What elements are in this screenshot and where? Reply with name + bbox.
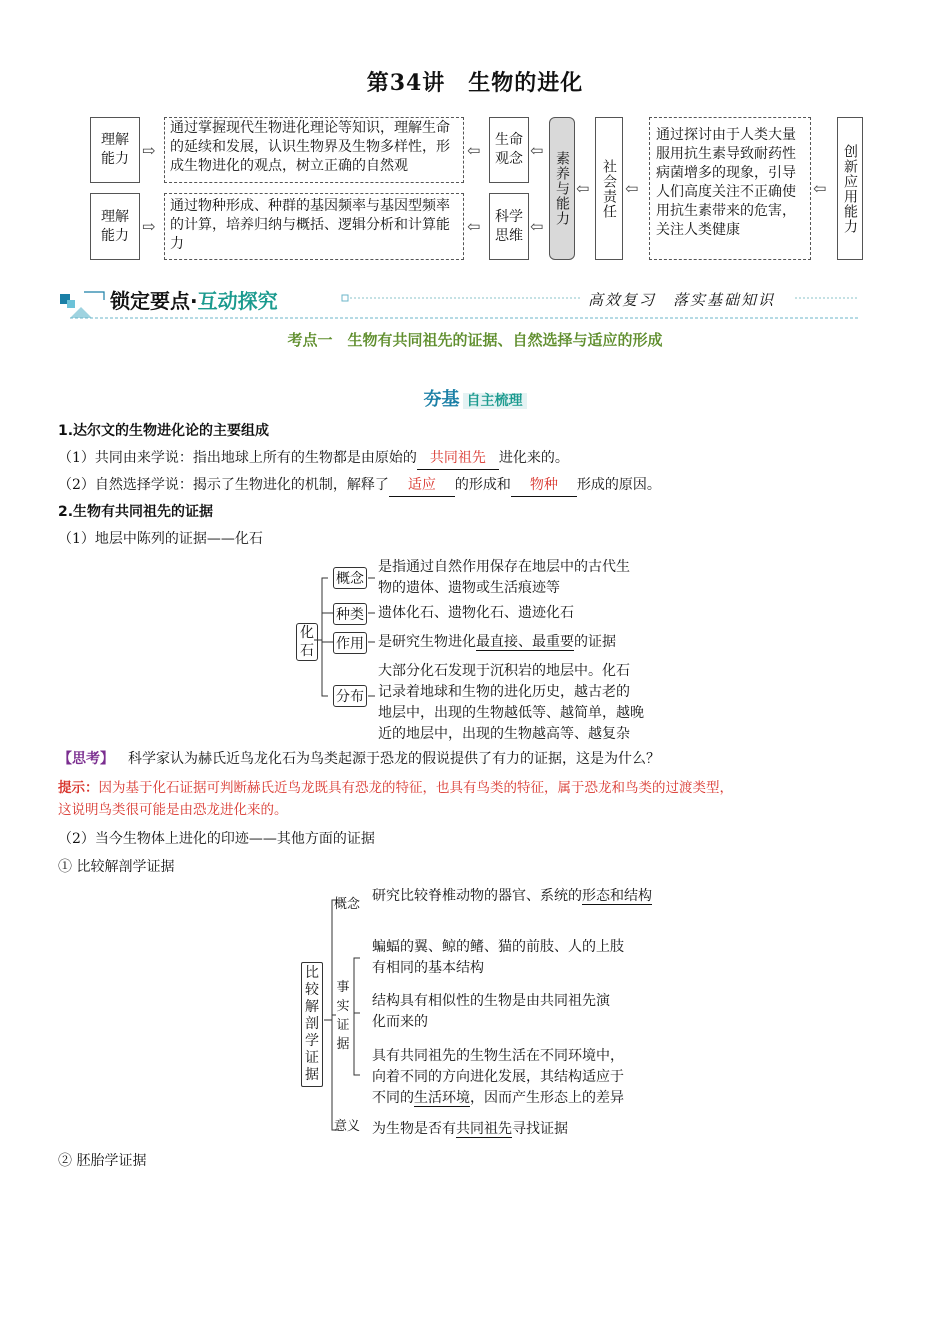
arrow-icon: ⇦ (576, 179, 590, 198)
anatomy-fact2-line2: 化而来的 (372, 1014, 428, 1030)
fossil-dist-line4: 近的地层中，出现的生物越高等、越复杂 (378, 726, 630, 742)
anatomy-meaning-post: 寻找证据 (512, 1121, 568, 1137)
fossil-role-post: 的证据 (574, 634, 616, 650)
anatomy-meaning-pre: 为生物是否有 (372, 1121, 456, 1137)
think-text: 科学家认为赫氏近鸟龙化石为鸟类起源于恐龙的假说提供了有力的证据，这是为什么？ (128, 751, 660, 767)
arrow-icon: ⇦ (530, 217, 544, 236)
page-title: 第34讲 生物的进化 (366, 70, 584, 96)
banner-title-a: 锁定要点· (110, 289, 198, 313)
section2-title: 2.生物有共同祖先的证据 (58, 504, 214, 520)
section2-item4: ② 胚胎学证据 (58, 1153, 147, 1169)
innovation-ability-label: 创新应用能力 (842, 143, 858, 234)
fossil-label-types: 种类 (333, 603, 367, 625)
s1-p2-after: 形成的原因。 (576, 477, 661, 493)
section2-item3: ① 比较解剖学证据 (58, 859, 175, 875)
row2-concept: 科学思维 (495, 208, 523, 244)
subheading-a: 夯基 (423, 389, 460, 410)
anatomy-fact3-line3 (372, 1088, 624, 1109)
anatomy-fact3-post: ，因而产生形态上的差异 (470, 1090, 624, 1106)
anatomy-fact1-line1: 蝙蝠的翼、鲸的鳍、猫的前肢、人的上肢 (372, 939, 624, 955)
row2-ability-label: 理解能力 (101, 208, 129, 244)
hint-line2: 这说明鸟类很可能是由恐龙进化来的。 (58, 802, 288, 818)
section2-item1: （1）地层中陈列的证据——化石 (58, 531, 263, 547)
fossil-dist-line3: 地层中，出现的生物越低等、越简单，越晚 (378, 705, 644, 721)
arrow-icon: ⇦ (530, 141, 544, 160)
row1-concept: 生命观念 (495, 132, 523, 167)
banner-title-b: 互动探究 (197, 289, 278, 313)
anatomy-fact3-line1: 具有共同祖先的生物生活在不同环境中， (372, 1048, 624, 1064)
anatomy-concept-pre: 研究比较脊椎动物的器官、系统的 (372, 888, 582, 904)
fossil-label-concept: 概念 (333, 567, 367, 589)
arrow-icon: ⇦ (467, 217, 481, 236)
anatomy-fact1-line2: 有相同的基本结构 (372, 960, 484, 976)
think-label: 【思考】 (58, 751, 114, 767)
row1-desc: 通过掌握现代生物进化理论等知识，理解生命的延续和发展，认识生物界及生物多样性，形成生物进化的观点，树立正确的自然观 (170, 120, 450, 174)
arrow-icon: ⇦ (813, 179, 827, 198)
section1-title: 1.达尔文的生物进化论的主要组成 (58, 423, 270, 439)
s1-p2-before: （2）自然选择学说：揭示了生物进化的机制，解释了 (58, 477, 389, 493)
anatomy-concept-underlined: 形态和结构 (582, 888, 652, 904)
fossil-dist-line1: 大部分化石发现于沉积岩的地层中。化石 (378, 663, 630, 679)
arrow-icon: ⇦ (467, 141, 481, 160)
hint-label: 提示： (58, 780, 99, 796)
row1-ability-label: 理解能力 (101, 132, 129, 167)
fossil-dist-line2: 记录着地球和生物的进化历史，越古老的 (378, 684, 630, 700)
anatomy-meaning-underlined: 共同祖先 (456, 1121, 512, 1137)
anatomy-fact3-underlined: 生活环境 (414, 1090, 470, 1106)
arrow-icon: ⇨ (142, 141, 156, 160)
s1-p2-mid: 的形成和 (454, 477, 511, 493)
social-responsibility-label: 社会责任 (601, 158, 617, 219)
subheading-b: 自主梳理 (463, 393, 527, 409)
arrow-icon: ⇦ (625, 179, 639, 198)
anatomy-fact2 (372, 991, 610, 1033)
anatomy-root-box (301, 962, 323, 1087)
hint-line1: 因为基于化石证据可判断赫氏近鸟龙既具有恐龙的特征，也具有鸟类的特征，属于恐龙和鸟类的过渡类型， (98, 780, 733, 796)
anatomy-fact3-pre: 不同的 (372, 1090, 414, 1106)
anatomy-label-meaning: 意义 (334, 1119, 361, 1134)
fossil-role-underlined: 最直接、最重要 (476, 634, 574, 650)
fossil-types-text: 遗体化石、遗物化石、遗迹化石 (378, 605, 574, 621)
blank-species: 物种 (511, 474, 577, 497)
arrow-icon: ⇨ (142, 217, 156, 236)
fossil-label-role: 作用 (333, 632, 367, 654)
right-desc: 通过探讨由于人类大量服用抗生素导致耐药性病菌增多的现象，引导人们高度关注不正确使用抗生素带来的危害，关注人类健康 (656, 127, 796, 238)
fossil-root-label: 化石 (300, 625, 314, 659)
anatomy-label-concept: 概念 (334, 897, 361, 912)
fossil-role-pre: 是研究生物进化 (378, 634, 476, 650)
anatomy-fact3-line2: 向着不同的方向进化发展，其结构适应于 (372, 1069, 624, 1085)
blank-adaptation: 适应 (389, 474, 455, 497)
fossil-concept-line1: 是指通过自然作用保存在地层中的古代生 (378, 559, 630, 575)
anatomy-fact2-line1: 结构具有相似性的生物是由共同祖先演 (372, 993, 610, 1009)
fossil-concept-line2: 物的遗体、遗物或生活痕迹等 (378, 580, 560, 596)
anatomy-concept-text (372, 886, 662, 907)
core-literacy-label: 素养与能力 (554, 151, 570, 226)
anatomy-fact3 (372, 1046, 624, 1109)
banner-subtitle: 高效复习 落实基础知识 (588, 291, 776, 309)
anatomy-meaning-text (372, 1119, 568, 1140)
section2-item2: （2）当今生物体上进化的印迹——其他方面的证据 (58, 831, 375, 847)
anatomy-label-facts: 事实证据 (336, 980, 350, 1052)
row2-desc: 通过物种形成、种群的基因频率与基因型频率的计算，培养归纳与概括、逻辑分析和计算能力 (170, 198, 450, 252)
anatomy-root-label: 比较解剖学证据 (305, 965, 319, 1083)
fossil-label-distribution: 分布 (333, 685, 367, 707)
s1-p1-after: 进化来的。 (498, 450, 569, 466)
s1-p1-before: （1）共同由来学说：指出地球上所有的生物都是由原始的 (58, 450, 417, 466)
exam-point-title: 考点一 生物有共同祖先的证据、自然选择与适应的形成 (287, 331, 663, 349)
blank-common-ancestor: 共同祖先 (417, 447, 499, 470)
anatomy-fact1 (372, 937, 624, 979)
